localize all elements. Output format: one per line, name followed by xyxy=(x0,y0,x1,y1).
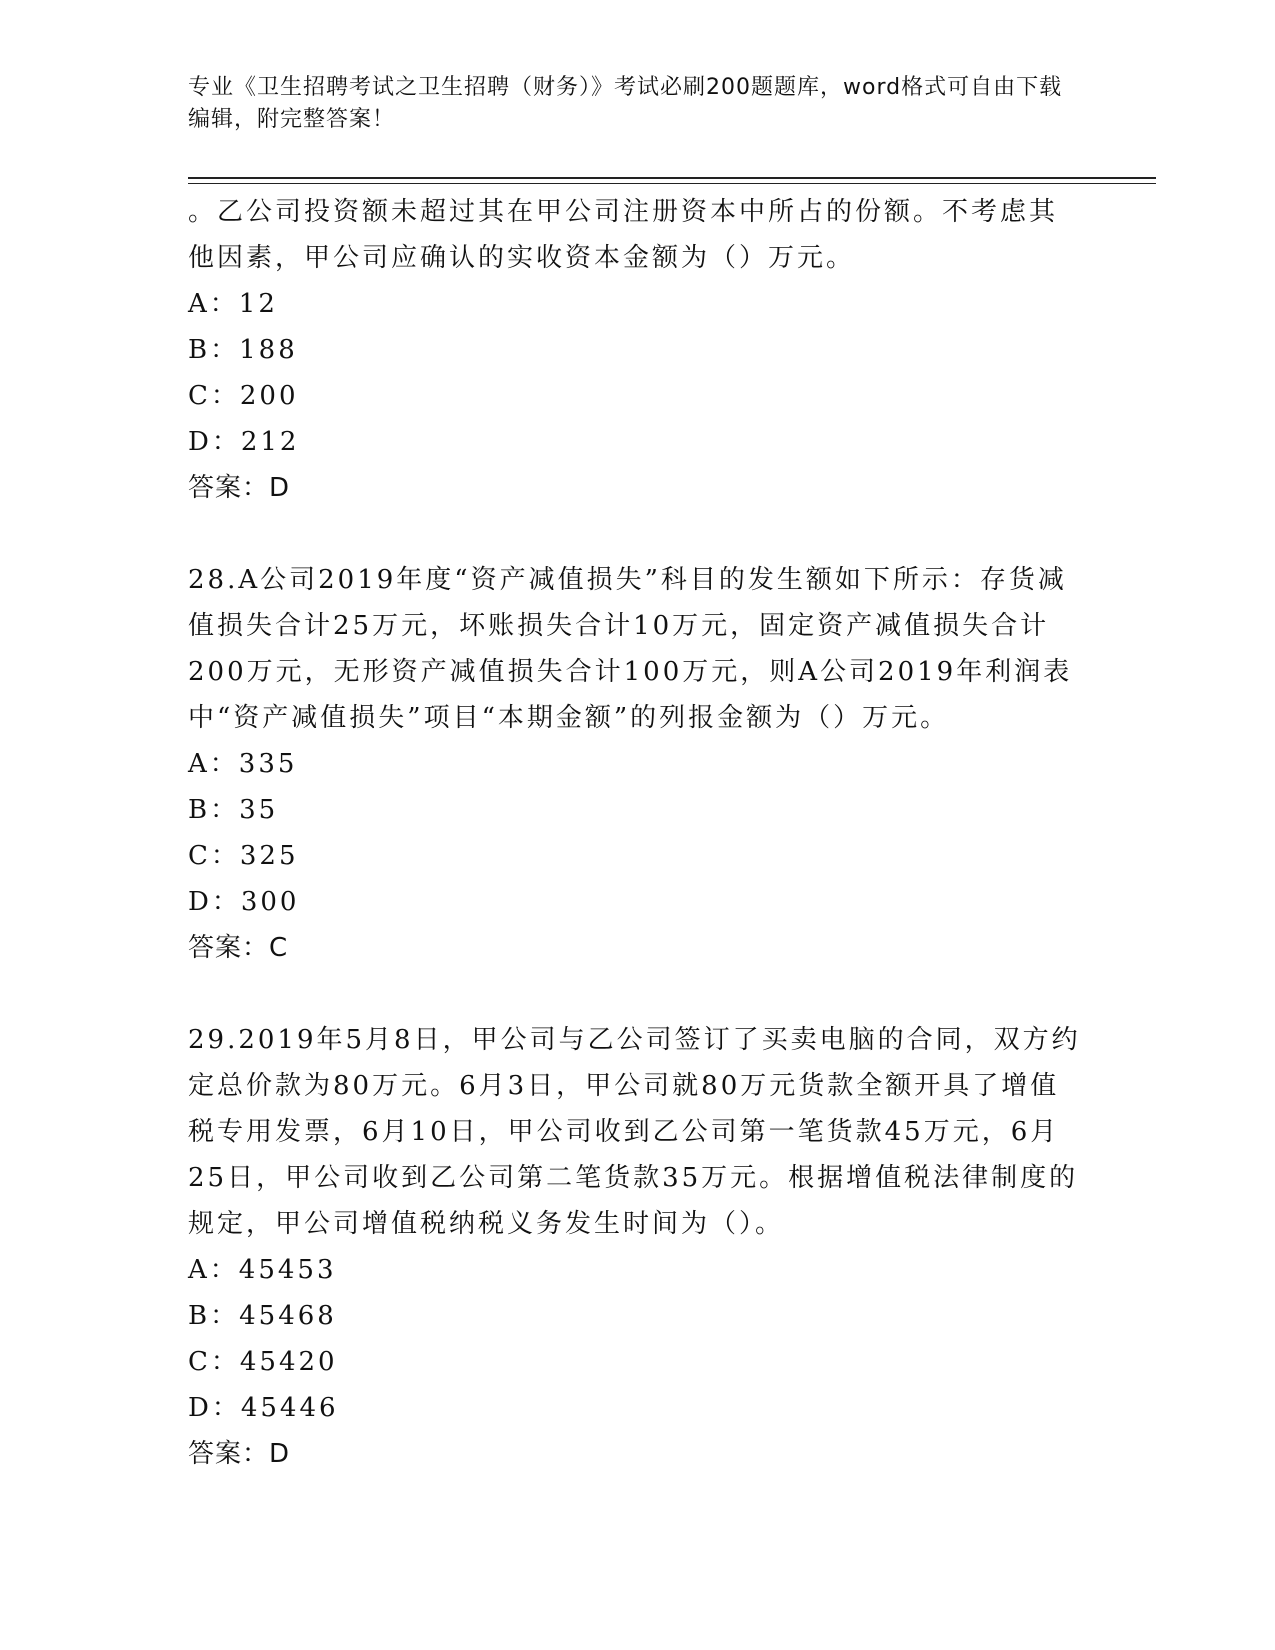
option-c: C：45420 xyxy=(188,1347,338,1377)
option-b: B：188 xyxy=(188,335,298,365)
question-stem-line: 29.2019年5月8日，甲公司与乙公司签订了买卖电脑的合同，双方约 xyxy=(188,1025,1081,1055)
option-b: B：45468 xyxy=(188,1301,337,1331)
question-stem-line: 税专用发票，6月10日，甲公司收到乙公司第一笔货款45万元，6月 xyxy=(188,1117,1060,1147)
answer-line: 答案：C xyxy=(188,933,289,963)
option-c: C：325 xyxy=(188,841,299,871)
option-d: D：300 xyxy=(188,887,300,917)
question-stem-line: 。乙公司投资额未超过其在甲公司注册资本中所占的份额。不考虑其 xyxy=(188,197,1059,227)
question-stem-line: 中“资产减值损失”项目“本期金额”的列报金额为（）万元。 xyxy=(188,703,950,733)
question-item xyxy=(188,557,1088,971)
question-stem-line: 28.A公司2019年度“资产减值损失”科目的发生额如下所示：存货减 xyxy=(188,565,1067,595)
question-item xyxy=(188,189,1088,511)
document-header-title: 专业《卫生招聘考试之卫生招聘（财务）》考试必刷200题题库，word格式可自由下载编辑，附完整答案！ xyxy=(188,75,1063,132)
question-stem-line: 200万元，无形资产减值损失合计100万元，则A公司2019年利润表 xyxy=(188,657,1073,687)
option-d: D：45446 xyxy=(188,1393,339,1423)
option-d: D：212 xyxy=(188,427,300,457)
option-b: B：35 xyxy=(188,795,279,825)
question-list xyxy=(188,189,1088,1477)
option-a: A：45453 xyxy=(188,1255,337,1285)
question-stem-line: 25日，甲公司收到乙公司第二笔货款35万元。根据增值税法律制度的 xyxy=(188,1163,1079,1193)
question-stem-line: 定总价款为80万元。6月3日，甲公司就80万元货款全额开具了增值 xyxy=(188,1071,1060,1101)
option-a: A：335 xyxy=(188,749,298,779)
question-item xyxy=(188,1017,1088,1477)
question-stem-line: 值损失合计25万元，坏账损失合计10万元，固定资产减值损失合计 xyxy=(188,611,1050,641)
header-divider-thin xyxy=(188,183,1156,184)
answer-line: 答案：D xyxy=(188,1439,291,1469)
header-divider-thick xyxy=(188,177,1156,179)
question-stem-line: 规定，甲公司增值税纳税义务发生时间为（）。 xyxy=(188,1209,785,1239)
question-stem-line: 他因素，甲公司应确认的实收资本金额为（）万元。 xyxy=(188,243,856,273)
option-c: C：200 xyxy=(188,381,299,411)
answer-line: 答案：D xyxy=(188,473,291,503)
option-a: A：12 xyxy=(188,289,278,319)
